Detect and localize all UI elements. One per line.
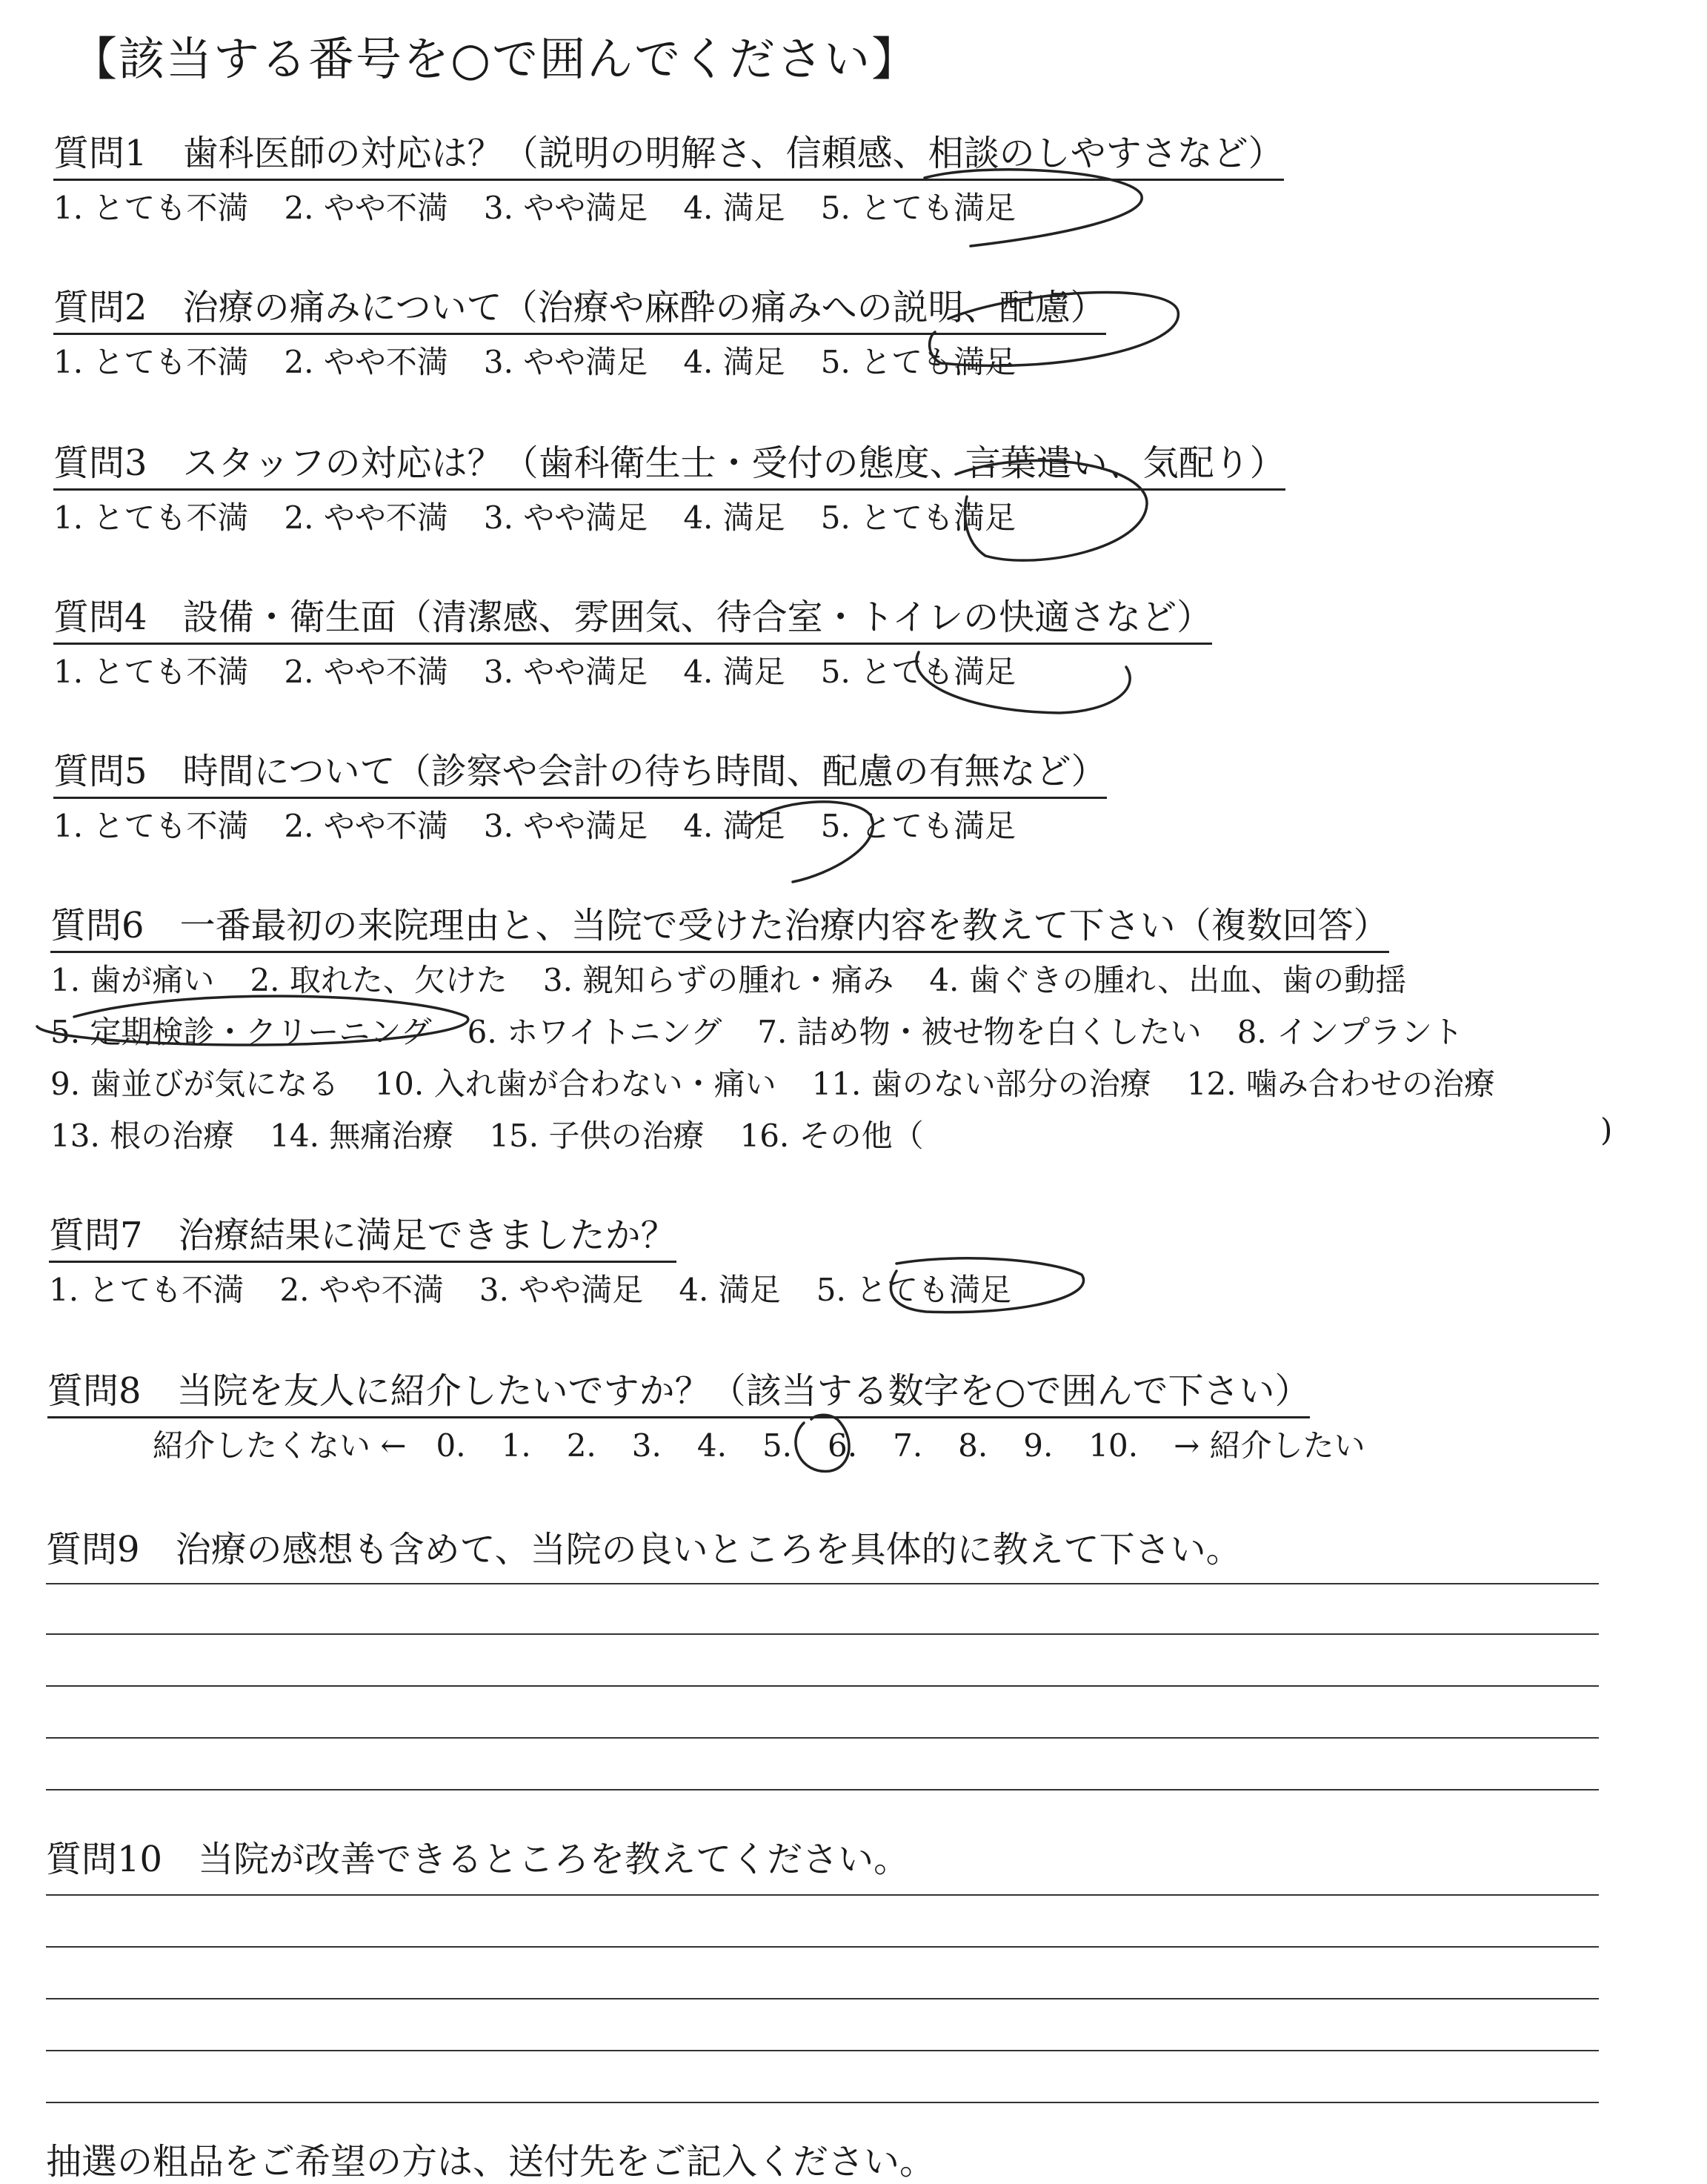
answer-line[interactable] [46, 2102, 1599, 2103]
option[interactable]: 3. やや満足 [483, 808, 648, 844]
option[interactable]: 16. その他（ [739, 1118, 924, 1154]
question-6-row-4 [50, 1112, 959, 1156]
question-9-text: 治療の感想も含めて、当院の良いところを具体的に教えて下さい。 [175, 1529, 1242, 1570]
option[interactable]: 2. やや不満 [284, 499, 448, 536]
scale-left-label: 紹介したくない ← [153, 1427, 407, 1464]
question-6-text: 一番最初の来院理由と、当院で受けた治療内容を教えて下さい（複数回答） [179, 905, 1389, 946]
question-4-heading [53, 588, 1212, 645]
question-5-options [53, 802, 1051, 846]
question-6-row-2 [50, 1008, 1499, 1052]
answer-line[interactable] [46, 2050, 1599, 2051]
option[interactable]: 4. 満足 [683, 190, 785, 226]
answer-line[interactable] [46, 1946, 1599, 1948]
answer-line[interactable] [46, 1633, 1599, 1635]
option[interactable]: 3. やや満足 [479, 1272, 644, 1308]
option[interactable]: 7. 詰め物・被せ物を白くしたい [757, 1014, 1202, 1050]
question-2-text: 治療の痛みについて（治療や麻酔の痛みへの説明、配慮） [182, 287, 1106, 328]
question-6-row-3 [50, 1060, 1531, 1104]
scale-value[interactable]: 9. [1023, 1427, 1054, 1464]
option[interactable]: 4. 歯ぐきの腫れ、出血、歯の動揺 [929, 962, 1407, 998]
option[interactable]: 3. やや満足 [483, 344, 648, 380]
question-1-text: 歯科医師の対応は？（説明の明解さ、信頼感、相談のしやすさなど） [182, 133, 1284, 174]
footer-text: 抽選の粗品をご希望の方は、送付先をご記入ください。 [46, 2141, 936, 2183]
option[interactable]: 8. インプラント [1237, 1014, 1464, 1050]
option[interactable]: 1. とても不満 [53, 499, 249, 536]
question-5-text: 時間について（診察や会計の待ち時間、配慮の有無など） [182, 751, 1107, 792]
option[interactable]: 3. やや満足 [483, 654, 648, 690]
scale-right-label: → 紹介したい [1174, 1427, 1365, 1464]
option[interactable]: 1. とても不満 [53, 190, 249, 226]
question-5-heading [53, 743, 1107, 799]
question-7-text: 治療結果に満足できましたか？ [178, 1215, 676, 1256]
option[interactable]: 5. とても満足 [820, 190, 1016, 226]
question-4-label: 質問4 [53, 597, 147, 638]
option[interactable]: 4. 満足 [683, 344, 785, 380]
option[interactable]: 2. やや不満 [284, 808, 448, 844]
scale-value[interactable]: 7. [893, 1427, 923, 1464]
option[interactable]: 4. 満足 [683, 654, 785, 690]
question-3-heading [53, 434, 1285, 491]
answer-line[interactable] [46, 1583, 1599, 1584]
option[interactable]: 4. 満足 [683, 499, 785, 536]
question-7-label: 質問7 [49, 1215, 143, 1256]
answer-line[interactable] [46, 1894, 1599, 1896]
option[interactable]: 10. 入れ歯が合わない・痛い [374, 1066, 776, 1102]
question-4-options [53, 648, 1051, 692]
scale-value[interactable]: 1. [501, 1427, 531, 1464]
scale-value[interactable]: 8. [958, 1427, 988, 1464]
question-3-text: スタッフの対応は？（歯科衛生士・受付の態度、言葉遣い、気配り） [182, 442, 1285, 484]
question-7-heading [49, 1206, 676, 1263]
question-2-options [53, 338, 1051, 382]
other-close-paren: ) [1600, 1112, 1613, 1148]
scale-value[interactable]: 4. [696, 1427, 727, 1464]
option[interactable]: 12. 噛み合わせの治療 [1186, 1066, 1495, 1102]
scale-value[interactable]: 6. [828, 1427, 858, 1464]
option[interactable]: 4. 満足 [683, 808, 785, 844]
option[interactable]: 15. 子供の治療 [489, 1118, 705, 1154]
question-6-heading [50, 897, 1389, 953]
option[interactable]: 9. 歯並びが気になる [50, 1066, 339, 1102]
answer-line[interactable] [46, 1998, 1599, 1999]
option[interactable]: 1. とても不満 [53, 344, 249, 380]
option[interactable]: 5. とても満足 [820, 499, 1016, 536]
question-3-options [53, 494, 1051, 538]
question-1-options [53, 184, 1051, 228]
question-8-scale [153, 1421, 1401, 1466]
question-1-heading [53, 125, 1284, 181]
question-6-row-1 [50, 956, 1442, 1000]
question-10-label: 質問10 [46, 1839, 163, 1880]
option[interactable]: 1. 歯が痛い [50, 962, 215, 998]
question-5-label: 質問5 [53, 751, 147, 792]
option[interactable]: 1. とても不満 [49, 1272, 244, 1308]
option[interactable]: 1. とても不満 [53, 808, 249, 844]
option[interactable]: 4. 満足 [679, 1272, 781, 1308]
question-2-heading [53, 279, 1106, 335]
option[interactable]: 2. やや不満 [284, 344, 448, 380]
option[interactable]: 5. とても満足 [816, 1272, 1012, 1308]
option[interactable]: 3. やや満足 [483, 499, 648, 536]
question-8-text: 当院を友人に紹介したいですか？（該当する数字を○で囲んで下さい） [176, 1370, 1311, 1412]
option[interactable]: 1. とても不満 [53, 654, 249, 690]
question-2-label: 質問2 [53, 287, 147, 328]
option[interactable]: 3. やや満足 [483, 190, 648, 226]
scale-value[interactable]: 10. [1088, 1427, 1139, 1464]
question-9-label: 質問9 [46, 1529, 140, 1570]
page-title: 【該当する番号を○で囲んでください】 [71, 32, 919, 86]
option[interactable]: 5. とても満足 [820, 808, 1016, 844]
option[interactable]: 5. 定期検診・クリーニング [50, 1014, 432, 1050]
option[interactable]: 11. 歯のない部分の治療 [811, 1066, 1151, 1102]
question-7-options [49, 1266, 1047, 1310]
option[interactable]: 6. ホワイトニング [467, 1014, 722, 1050]
option[interactable]: 13. 根の治療 [50, 1118, 235, 1154]
answer-line[interactable] [46, 1737, 1599, 1739]
question-3-label: 質問3 [53, 442, 147, 484]
question-1-label: 質問1 [53, 133, 147, 174]
option[interactable]: 2. 取れた、欠けた [250, 962, 508, 998]
scale-value[interactable]: 2. [566, 1427, 596, 1464]
scale-value[interactable]: 0. [436, 1427, 466, 1464]
answer-line[interactable] [46, 1789, 1599, 1790]
question-8-heading [47, 1362, 1310, 1418]
option[interactable]: 5. とても満足 [820, 654, 1016, 690]
scale-value[interactable]: 5. [762, 1427, 793, 1464]
answer-line[interactable] [46, 1685, 1599, 1687]
question-9-heading [46, 1521, 1242, 1572]
question-10-text: 当院が改善できるところを教えてください。 [198, 1839, 910, 1880]
option[interactable]: 3. 親知らずの腫れ・痛み [542, 962, 894, 998]
option[interactable]: 5. とても満足 [820, 344, 1016, 380]
scale-value[interactable]: 3. [631, 1427, 662, 1464]
option[interactable]: 2. やや不満 [284, 654, 448, 690]
option[interactable]: 2. やや不満 [284, 190, 448, 226]
option[interactable]: 14. 無痛治療 [270, 1118, 454, 1154]
question-4-text: 設備・衛生面（清潔感、雰囲気、待合室・トイレの快適さなど） [182, 597, 1213, 638]
option[interactable]: 2. やや不満 [279, 1272, 444, 1308]
question-10-heading [46, 1830, 909, 1882]
question-6-label: 質問6 [50, 905, 144, 946]
question-8-label: 質問8 [47, 1370, 142, 1412]
